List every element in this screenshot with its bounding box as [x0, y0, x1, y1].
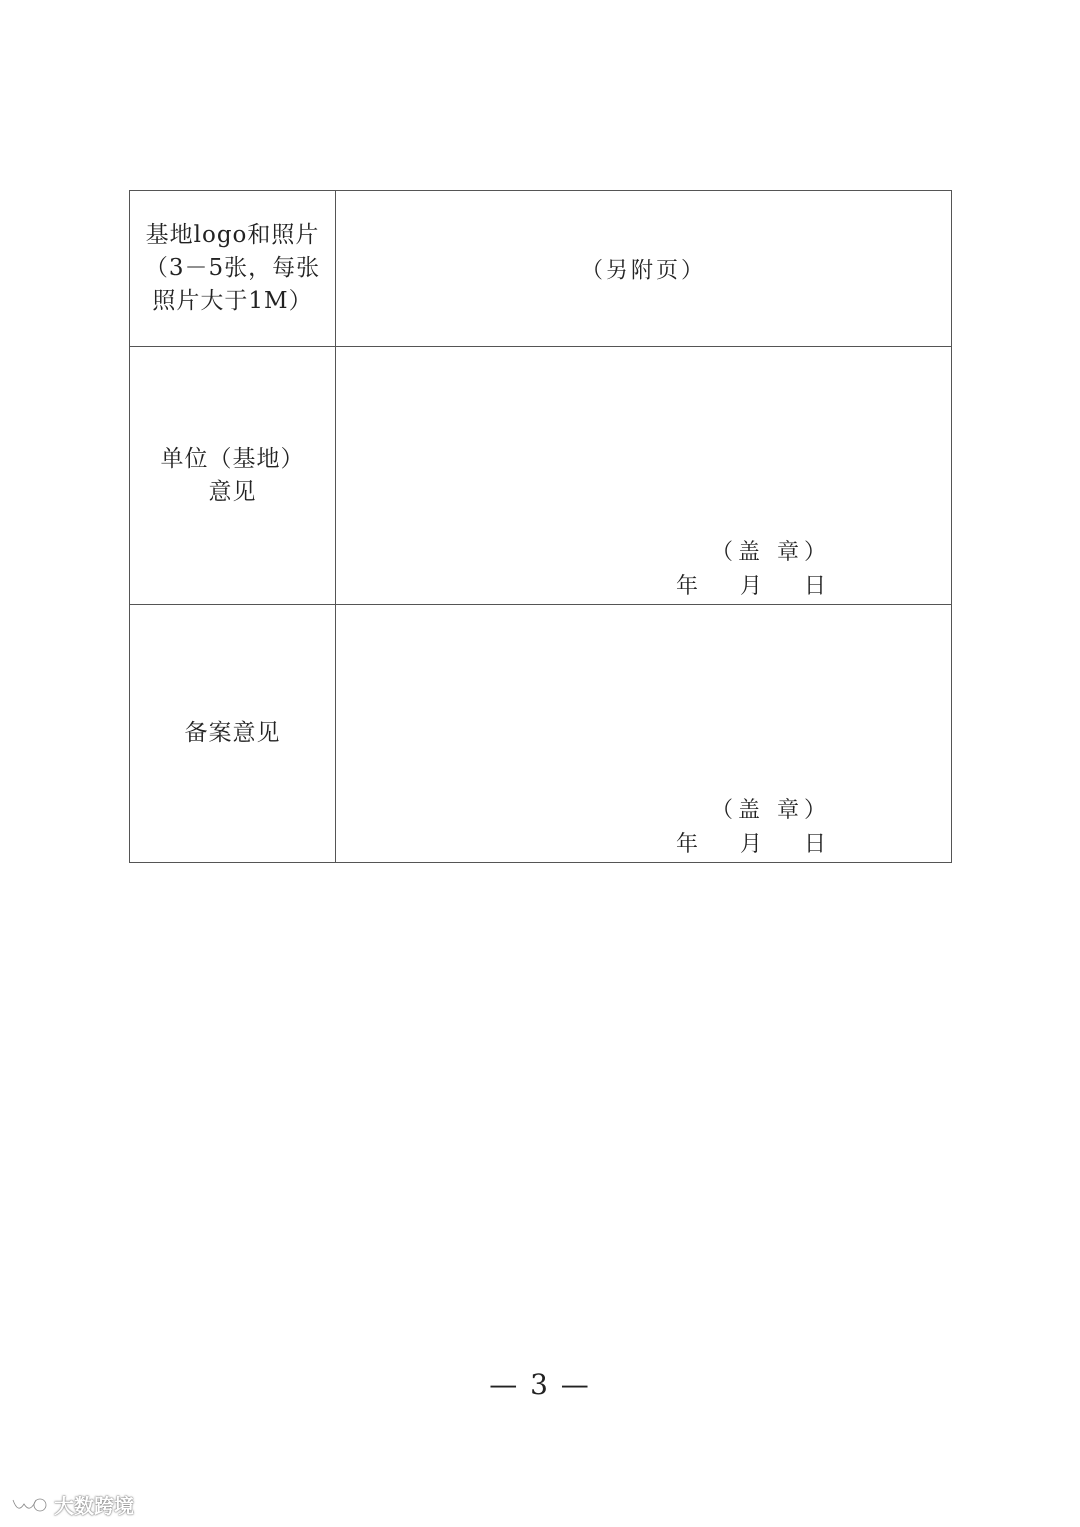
label-line: 备案意见	[184, 720, 281, 746]
watermark-text: 大数跨境	[54, 1494, 134, 1518]
table-row-record-opinion	[130, 605, 952, 863]
wechat-channel-icon	[10, 1494, 50, 1516]
date-day: 日	[804, 832, 827, 857]
label-line: 基地logo和照片	[145, 222, 320, 248]
seal-text: （盖 章）	[711, 540, 831, 565]
date-line	[676, 827, 826, 858]
label-line: （3－5张，每张	[144, 255, 321, 281]
seal-text: （盖 章）	[711, 798, 831, 823]
table-row-logo-photos	[130, 191, 952, 347]
content-cell-logo-photos	[336, 191, 952, 347]
content-cell-record-opinion	[336, 605, 952, 863]
label-cell-record-opinion	[130, 605, 336, 863]
content-cell-unit-opinion	[336, 347, 952, 605]
attachment-note: （另附页）	[580, 258, 706, 283]
date-year: 年	[676, 574, 699, 599]
date-year: 年	[676, 832, 699, 857]
date-day: 日	[804, 574, 827, 599]
page-number: — 3 —	[489, 1368, 591, 1401]
label-line: 意见	[208, 478, 257, 505]
base-application-form-table	[129, 190, 952, 863]
table-row-unit-opinion	[130, 347, 952, 605]
label-line: 照片大于1M）	[152, 288, 313, 314]
label-cell-unit-opinion	[130, 347, 336, 605]
watermark	[10, 1490, 134, 1519]
date-month: 月	[740, 574, 763, 599]
label-cell-logo-photos	[130, 191, 336, 347]
date-month: 月	[740, 832, 763, 857]
label-line: 单位（基地）	[160, 445, 305, 472]
date-line	[676, 569, 826, 600]
